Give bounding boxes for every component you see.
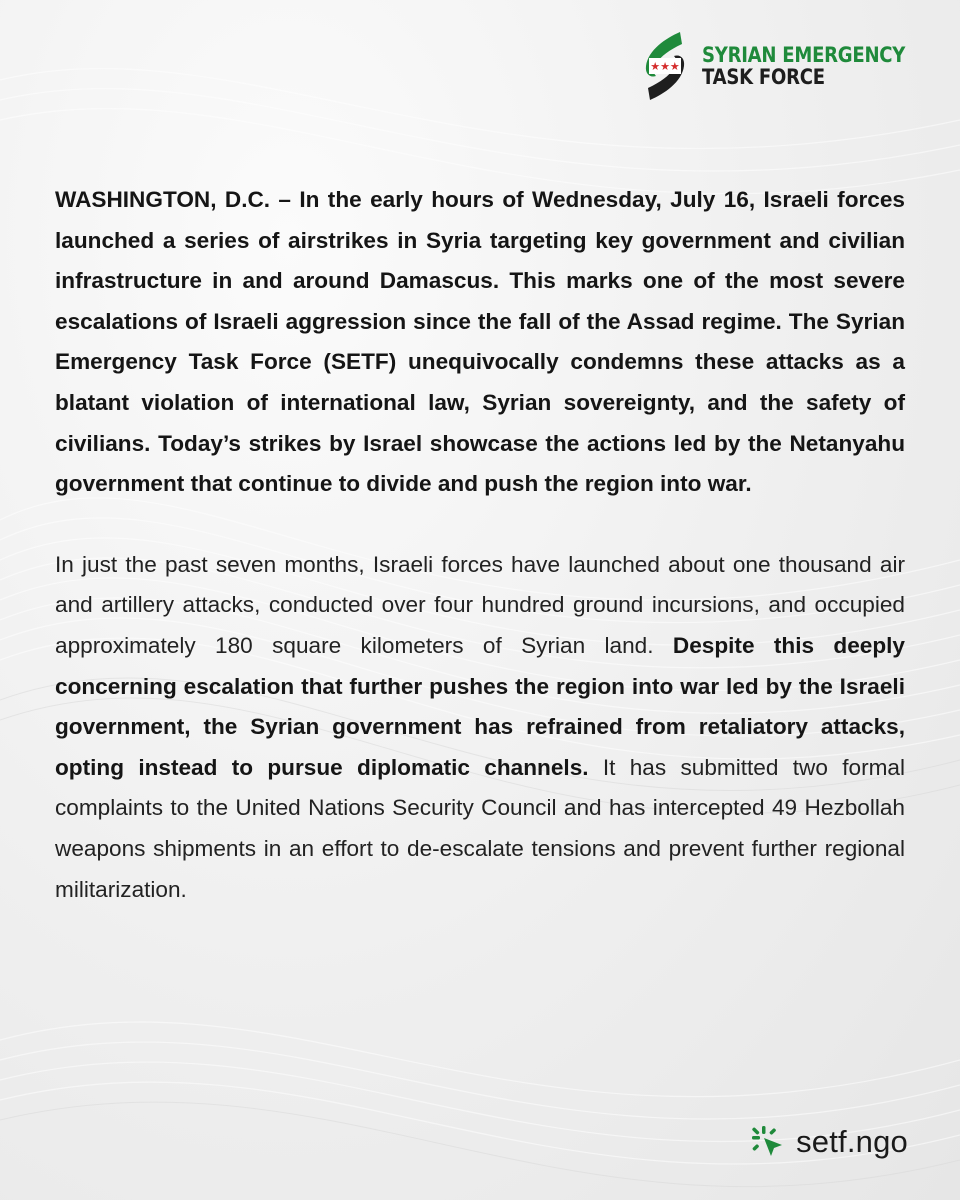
setf-logo xyxy=(636,30,938,102)
logo-line-1: SYRIAN EMERGENCY xyxy=(701,42,905,67)
footer-website xyxy=(750,1124,908,1160)
setf-emblem-icon xyxy=(636,30,694,102)
lead-paragraph: WASHINGTON, D.C. – In the early hours of Wednesday, July 16, Israeli forces launched a series of airstrikes in Syria targeting key government and civilian infrastructure in and around Damascus. This marks one of the most severe escalations of Israeli aggression since the fall of the Assad regime. The Syrian Emergency Task Force (SETF) unequivocally condemns these attacks as a blatant violation of international law, Syrian sovereignty, and the safety of civilians. Today’s strikes by Israel showcase the actions led by the Netanyahu government that continue to divide and push the region into war. xyxy=(55,187,905,497)
sparkle-cursor-icon xyxy=(750,1124,786,1160)
press-release-body xyxy=(55,180,905,910)
logo-line-2: TASK FORCE xyxy=(701,65,825,89)
p2-intro-text: In just the past seven months, Israeli forces have launched about one thousand air and artillery attacks, conducted over four hundred ground incursions, and occupied approximately 180 square kilometers of Syrian land. xyxy=(55,551,905,658)
p2-bold-text: Despite this deeply concerning escalation that further pushes the region into war led by the Israeli government, the Syrian government has refrained from retaliatory attacks, opting instead to pursue diplomatic channels. xyxy=(55,632,905,780)
second-paragraph xyxy=(55,545,905,910)
svg-text:★★★: ★★★ xyxy=(650,60,680,73)
p2-closing-text: It has submitted two formal complaints to the United Nations Security Council and has intercepted 49 Hezbollah weapons shipments in an effort to de-escalate tensions and prevent further regional militarization. xyxy=(55,754,906,902)
website-url[interactable]: setf.ngo xyxy=(796,1124,908,1159)
